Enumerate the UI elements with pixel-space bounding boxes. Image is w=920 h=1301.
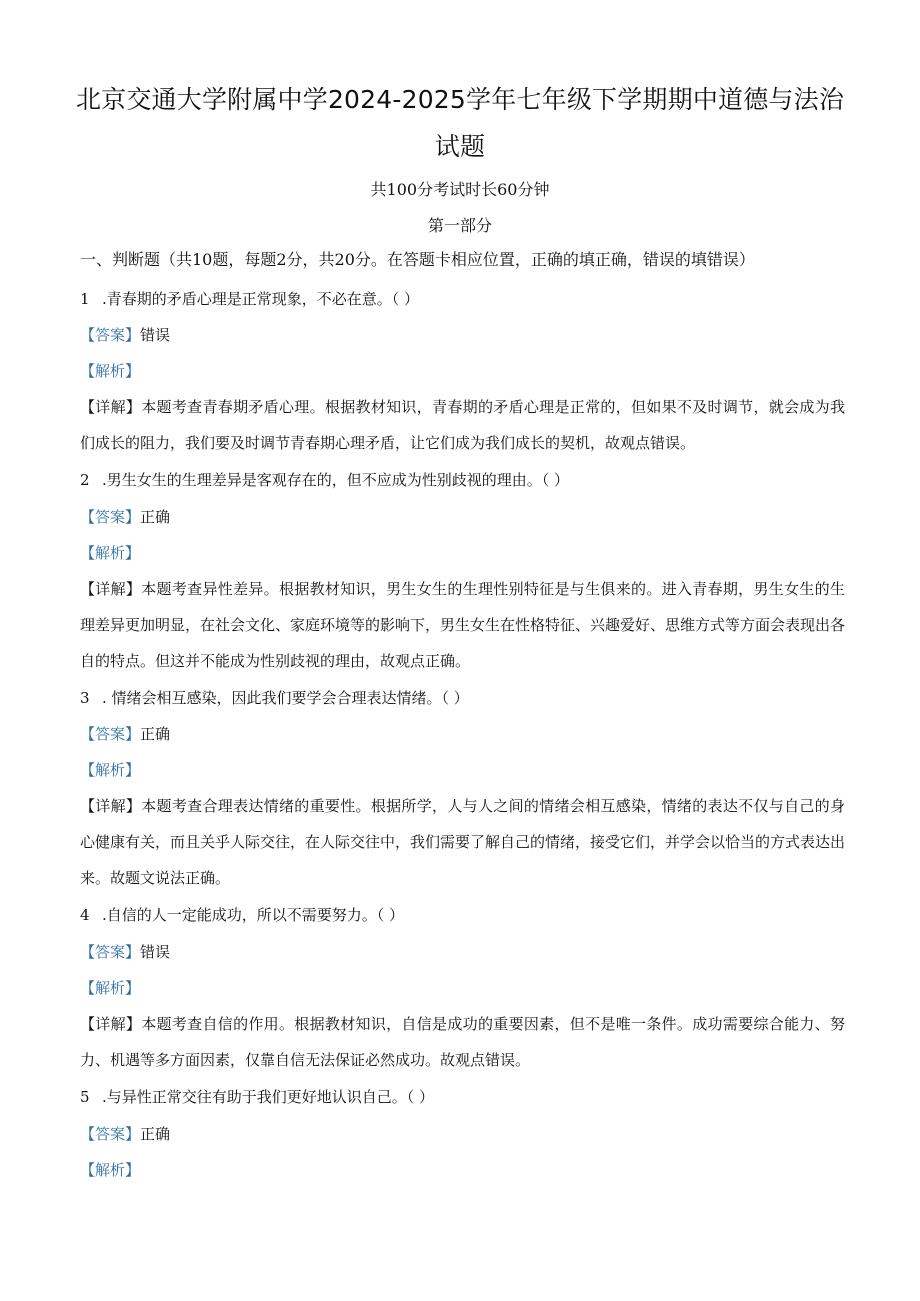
answer-label: 【答案】 — [80, 1125, 141, 1143]
analysis-label: 【解析】 — [80, 362, 141, 380]
answer-value: 正确 — [140, 1125, 171, 1143]
answer-4 — [80, 942, 850, 962]
detail-text: 本题考查青春期矛盾心理。根据教材知识，青春期的矛盾心理是正常的，但如果不及时调节，就会成为我们成长的阻力，我们要及时调节青春期心理矛盾，让它们成为我们成长的契机，故观点错误。 — [80, 398, 845, 452]
document-title-line2: 试题 — [434, 132, 486, 161]
answer-label: 【答案】 — [80, 326, 141, 344]
answer-2 — [80, 507, 850, 527]
detail-label: 【详解】 — [80, 1015, 142, 1033]
question-3 — [80, 688, 850, 708]
question-4 — [80, 905, 850, 925]
question-1 — [80, 289, 850, 309]
analysis-label: 【解析】 — [80, 979, 141, 997]
question-text: . 情绪会相互感染，因此我们要学会合理表达情绪。（ ） — [102, 689, 469, 707]
answer-3 — [80, 724, 850, 744]
detail-1 — [80, 389, 845, 461]
question-text: .与异性正常交往有助于我们更好地认识自己。（ ） — [102, 1088, 435, 1106]
answer-value: 正确 — [140, 725, 171, 743]
answer-5 — [80, 1124, 850, 1144]
analysis-3 — [80, 760, 850, 780]
part-heading: 第一部分 — [427, 216, 492, 235]
question-number: 4 — [80, 906, 90, 924]
detail-label: 【详解】 — [80, 797, 142, 815]
question-text: .青春期的矛盾心理是正常现象，不必在意。（ ） — [102, 290, 420, 308]
question-number: 3 — [80, 689, 90, 707]
analysis-2 — [80, 543, 850, 563]
analysis-label: 【解析】 — [80, 544, 141, 562]
question-text: .自信的人一定能成功，所以不需要努力。（ ） — [102, 906, 405, 924]
section-heading: 一、判断题（共10题，每题2分，共20分。在答题卡相应位置，正确的填正确，错误的填错误） — [80, 250, 755, 269]
answer-value: 正确 — [140, 508, 171, 526]
answer-1 — [80, 325, 850, 345]
question-number: 1 — [80, 290, 90, 308]
detail-text: 本题考查合理表达情绪的重要性。根据所学，人与人之间的情绪会相互感染，情绪的表达不仅与自己的身心健康有关，而且关乎人际交往，在人际交往中，我们需要了解自己的情绪，接受它们，并学会以恰当的方式表达出来。故题文说法正确。 — [80, 797, 846, 887]
answer-label: 【答案】 — [80, 508, 141, 526]
question-2 — [80, 470, 850, 490]
detail-text: 本题考查自信的作用。根据教材知识，自信是成功的重要因素，但不是唯一条件。成功需要综合能力、努力、机遇等多方面因素，仅靠自信无法保证必然成功。故观点错误。 — [80, 1015, 845, 1069]
analysis-1 — [80, 361, 850, 381]
analysis-5 — [80, 1160, 850, 1180]
document-title-line1: 北京交通大学附属中学2024-2025学年七年级下学期期中道德与法治 — [75, 85, 845, 114]
analysis-label: 【解析】 — [80, 1161, 141, 1179]
answer-label: 【答案】 — [80, 943, 141, 961]
analysis-label: 【解析】 — [80, 761, 141, 779]
detail-label: 【详解】 — [80, 580, 142, 598]
question-number: 5 — [80, 1088, 90, 1106]
answer-value: 错误 — [140, 943, 171, 961]
detail-4 — [80, 1006, 845, 1078]
question-5 — [80, 1087, 850, 1107]
analysis-4 — [80, 978, 850, 998]
question-number: 2 — [80, 471, 90, 489]
detail-2 — [80, 571, 845, 679]
detail-text: 本题考查异性差异。根据教材知识，男生女生的生理性别特征是与生俱来的。进入青春期，男生女生的生理差异更加明显，在社会文化、家庭环境等的影响下，男生女生在性格特征、兴趣爱好、思维方式等方面会表现出各自的特点。但这并不能成为性别歧视的理由，故观点正确。 — [80, 580, 846, 670]
detail-3 — [80, 788, 845, 896]
detail-label: 【详解】 — [80, 398, 142, 416]
exam-info: 共100分考试时长60分钟 — [370, 180, 550, 199]
answer-label: 【答案】 — [80, 725, 141, 743]
answer-value: 错误 — [140, 326, 171, 344]
question-text: .男生女生的生理差异是客观存在的，但不应成为性别歧视的理由。（ ） — [102, 471, 570, 489]
